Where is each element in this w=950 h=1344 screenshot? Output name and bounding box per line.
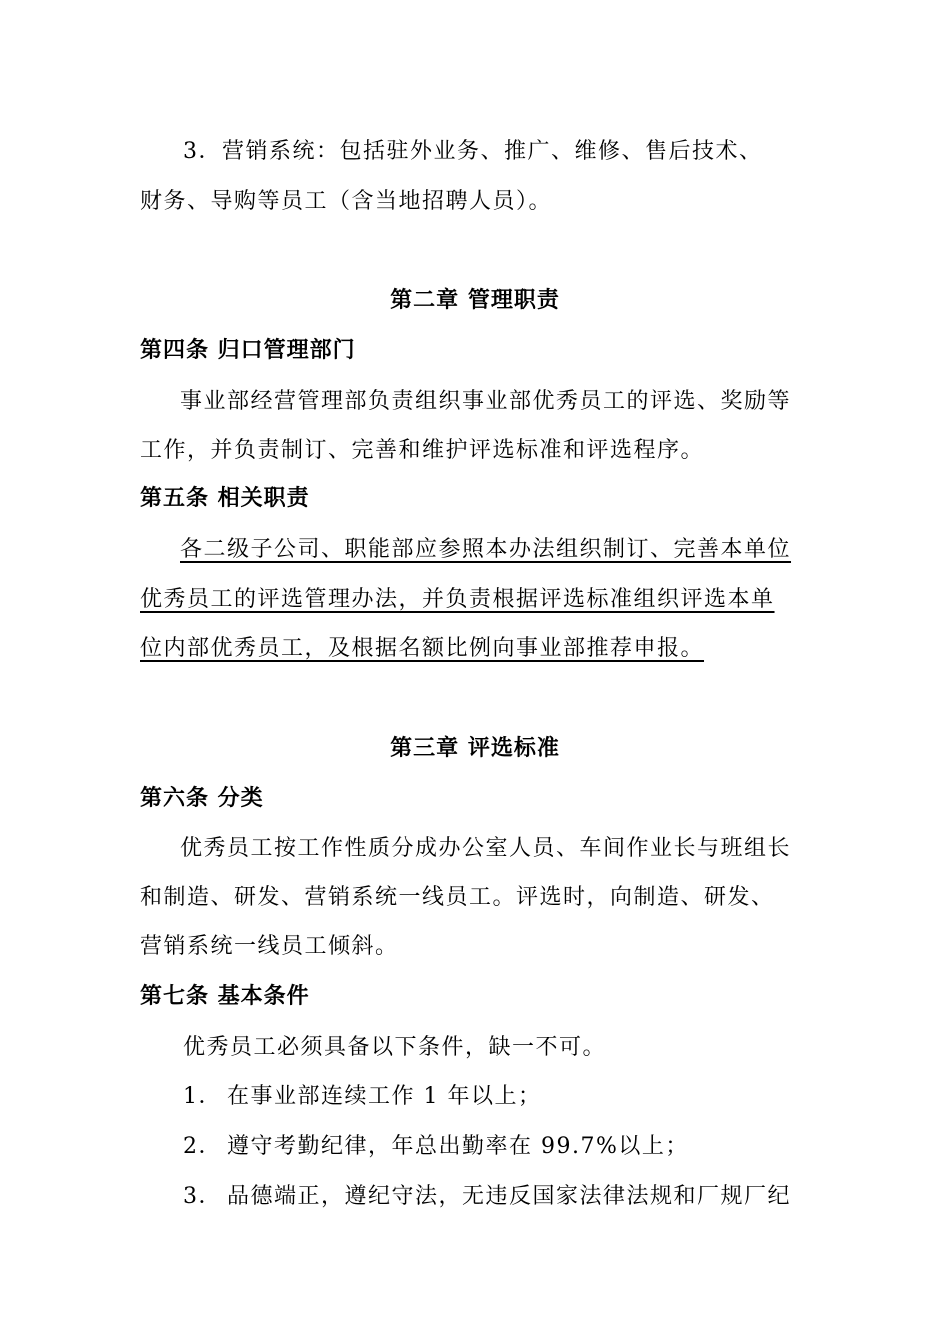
- article7-intro: 优秀员工必须具备以下条件，缺一不可。: [183, 1035, 607, 1060]
- article4-heading: 第四条 归口管理部门: [140, 338, 356, 363]
- article6-line3: 营销系统一线员工倾斜。: [140, 934, 399, 959]
- article6-line1: 优秀员工按工作性质分成办公室人员、车间作业长与班组长: [180, 836, 792, 861]
- list-item-text: 在事业部连续工作 1 年以上；: [227, 1084, 542, 1109]
- chapter2-title: 第二章 管理职责: [390, 288, 560, 313]
- list-item: [183, 1183, 791, 1211]
- list-item-number: 3．: [183, 1184, 222, 1209]
- intro-item-line2: 财务、导购等员工（含当地招聘人员）。: [140, 189, 553, 214]
- intro-item-text1: 营销系统：包括驻外业务、推广、维修、售后技术、: [222, 139, 763, 164]
- article4-line1: 事业部经营管理部负责组织事业部优秀员工的评选、奖励等: [180, 389, 792, 414]
- article5-line1: 各二级子公司、职能部应参照本办法组织制订、完善本单位: [180, 537, 792, 562]
- list-item: [183, 1133, 689, 1161]
- article5-heading: 第五条 相关职责: [140, 486, 310, 511]
- list-item-text: 遵守考勤纪律，年总出勤率在 99.7%以上；: [227, 1134, 689, 1159]
- list-item-text: 品德端正，遵纪守法，无违反国家法律法规和厂规厂纪: [227, 1184, 792, 1209]
- list-item: [183, 1083, 541, 1111]
- article7-heading: 第七条 基本条件: [140, 984, 310, 1009]
- article4-line2: 工作，并负责制订、完善和维护评选标准和评选程序。: [140, 438, 705, 463]
- intro-item-line1: [183, 138, 763, 166]
- list-item-number: 2．: [183, 1134, 222, 1159]
- list-item-number: 1．: [183, 1084, 222, 1109]
- chapter3-title: 第三章 评选标准: [390, 736, 560, 761]
- article6-heading: 第六条 分类: [140, 786, 264, 811]
- article6-line2: 和制造、研发、营销系统一线员工。评选时，向制造、研发、: [140, 885, 775, 910]
- article5-line3: 位内部优秀员工，及根据名额比例向事业部推荐申报。: [140, 636, 705, 661]
- intro-item-number: 3．: [183, 139, 222, 164]
- article5-line2: 优秀员工的评选管理办法，并负责根据评选标准组织评选本单: [140, 587, 775, 612]
